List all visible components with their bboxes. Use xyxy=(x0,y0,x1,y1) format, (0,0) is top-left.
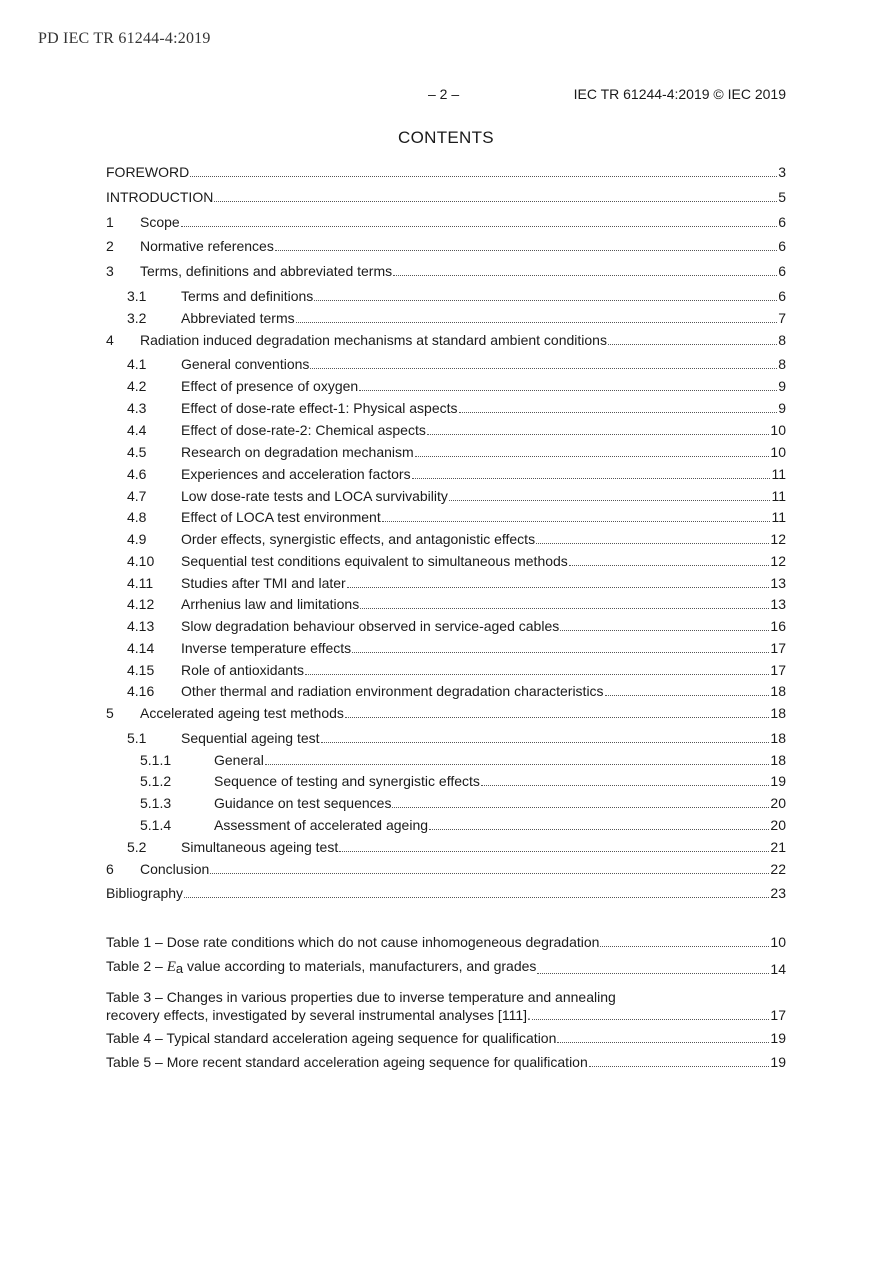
toc-entry[interactable] xyxy=(106,163,786,181)
toc-entry-page: 12 xyxy=(770,553,786,569)
toc-entry-title: Effect of LOCA test environment xyxy=(181,509,381,525)
toc-entry-title: Conclusion xyxy=(140,861,210,877)
toc-entry[interactable] xyxy=(106,399,786,417)
toc-entry-number: 2 xyxy=(106,238,114,254)
toc-entry-number: 4.8 xyxy=(127,509,147,525)
toc-entry-page: 19 xyxy=(770,1054,786,1070)
toc-entry-page: 19 xyxy=(770,773,786,789)
toc-entry-number: 5 xyxy=(106,705,114,721)
toc-entry-title: Terms, definitions and abbreviated terms xyxy=(140,263,393,279)
toc-entry-title: General conventions xyxy=(181,356,310,372)
toc-entry-page: 18 xyxy=(770,752,786,768)
dot-leader xyxy=(265,764,770,765)
toc-entry[interactable] xyxy=(106,213,786,231)
dot-leader xyxy=(532,1019,770,1020)
toc-entry[interactable] xyxy=(106,552,786,570)
toc-entry-title: Effect of dose-rate effect-1: Physical aspects xyxy=(181,400,458,416)
toc-entry-title: Effect of dose-rate-2: Chemical aspects xyxy=(181,422,426,438)
toc-entry-title: Order effects, synergistic effects, and antagonistic effects xyxy=(181,531,536,547)
toc-entry-page: 21 xyxy=(770,839,786,855)
toc-entry-page: 17 xyxy=(770,1007,786,1023)
toc-entry-title: Role of antioxidants xyxy=(181,662,304,678)
toc-entry-page: 7 xyxy=(778,310,786,326)
toc-entry-page: 11 xyxy=(771,488,786,504)
toc-entry-page: 11 xyxy=(771,466,786,482)
dot-leader xyxy=(190,176,777,177)
toc-entry[interactable] xyxy=(106,704,786,722)
dot-leader xyxy=(427,434,770,435)
dot-leader xyxy=(600,946,769,947)
toc-entry-number: 4.10 xyxy=(127,553,155,569)
toc-entry-page: 19 xyxy=(770,1030,786,1046)
toc-entry-page: 13 xyxy=(770,575,786,591)
toc-entry[interactable] xyxy=(106,772,786,790)
toc-entry-title: Studies after TMI and later xyxy=(181,575,346,591)
toc-entry-page: 18 xyxy=(770,683,786,699)
toc-entry[interactable] xyxy=(106,377,786,395)
toc-entry-number: 5.2 xyxy=(127,839,147,855)
dot-leader xyxy=(345,717,770,718)
toc-entry[interactable] xyxy=(106,574,786,592)
toc-entry-table-2[interactable] xyxy=(106,957,786,978)
toc-entry[interactable] xyxy=(106,884,786,902)
dot-leader xyxy=(321,742,770,743)
toc-entry-page: 23 xyxy=(770,885,786,901)
toc-entry-page: 20 xyxy=(770,817,786,833)
toc-entry-title: Simultaneous ageing test xyxy=(181,839,339,855)
toc-entry-title: Scope xyxy=(140,214,180,230)
toc-entry-title: Normative references xyxy=(140,238,274,254)
toc-entry-page: 6 xyxy=(778,263,786,279)
dot-leader xyxy=(314,300,777,301)
dot-leader xyxy=(412,478,771,479)
dot-leader xyxy=(296,322,778,323)
toc-entry-title: Table 4 – Typical standard acceleration ageing sequence for qualification xyxy=(106,1030,557,1046)
toc-entry-number: 5.1.3 xyxy=(140,795,172,811)
toc-entry-number: 3 xyxy=(106,263,114,279)
toc-entry-table-1[interactable] xyxy=(106,933,786,951)
toc-entry[interactable] xyxy=(106,661,786,679)
toc-entry-number: 5.1.1 xyxy=(140,752,172,768)
toc-entry[interactable] xyxy=(106,751,786,769)
toc-entry-number: 3.1 xyxy=(127,288,147,304)
toc-entry-number: 4 xyxy=(106,332,114,348)
toc-entry-number: 4.13 xyxy=(127,618,155,634)
toc-entry-page: 10 xyxy=(770,444,786,460)
toc-entry-title: INTRODUCTION xyxy=(106,189,214,205)
toc-entry-page: 6 xyxy=(778,238,786,254)
toc-entry-page: 20 xyxy=(770,795,786,811)
toc-entry-page: 8 xyxy=(778,356,786,372)
toc-entry[interactable] xyxy=(106,443,786,461)
toc-entry[interactable] xyxy=(106,309,786,327)
toc-entry-title: Table 5 – More recent standard acceleration ageing sequence for qualification xyxy=(106,1054,588,1070)
dot-leader xyxy=(537,973,769,974)
toc-entry-number: 4.2 xyxy=(127,378,147,394)
toc-entry-number: 4.14 xyxy=(127,640,155,656)
toc-entry-page: 18 xyxy=(770,730,786,746)
toc-entry-page: 8 xyxy=(778,332,786,348)
toc-entry[interactable] xyxy=(106,508,786,526)
toc-entry-page: 9 xyxy=(778,400,786,416)
toc-entry[interactable] xyxy=(106,794,786,812)
toc-entry-title-line-1: Table 3 – Changes in various properties due to inverse temperature and annealing xyxy=(106,989,616,1005)
toc-entry[interactable] xyxy=(106,287,786,305)
toc-entry-page: 16 xyxy=(770,618,786,634)
toc-entry[interactable] xyxy=(106,595,786,613)
toc-entry-table-3[interactable] xyxy=(106,988,786,1024)
document-id: PD IEC TR 61244-4:2019 xyxy=(38,30,211,47)
dot-leader xyxy=(181,226,778,227)
toc-entry-number: 3.2 xyxy=(127,310,147,326)
dot-leader xyxy=(589,1066,770,1067)
toc-entry-page: 6 xyxy=(778,288,786,304)
toc-entry-number: 4.4 xyxy=(127,422,147,438)
toc-entry-title-line-2: recovery effects, investigated by several instrumental analyses [111]. xyxy=(106,1007,531,1023)
toc-entry-title: Sequential test conditions equivalent to simultaneous methods xyxy=(181,553,568,569)
toc-entry-title: FOREWORD xyxy=(106,164,190,180)
toc-entry-number: 4.9 xyxy=(127,531,147,547)
toc-entry[interactable] xyxy=(106,682,786,700)
toc-entry-title: Assessment of accelerated ageing xyxy=(214,817,429,833)
toc-entry-page: 5 xyxy=(778,189,786,205)
toc-entry-number: 4.12 xyxy=(127,596,155,612)
toc-entry-title: Bibliography xyxy=(106,885,184,901)
toc-entry-title: Experiences and acceleration factors xyxy=(181,466,411,482)
dot-leader xyxy=(210,873,769,874)
dot-leader xyxy=(339,851,769,852)
toc-entry-title: Slow degradation behaviour observed in service-aged cables xyxy=(181,618,560,634)
dot-leader xyxy=(305,674,769,675)
toc-entry-title: Sequential ageing test xyxy=(181,730,320,746)
toc-entry[interactable] xyxy=(106,188,786,206)
toc-entry-page: 6 xyxy=(778,214,786,230)
toc-entry-title: Research on degradation mechanism xyxy=(181,444,414,460)
ea-symbol: $E_a$ xyxy=(166,959,184,976)
page-number: – 2 – xyxy=(428,86,460,102)
dot-leader xyxy=(310,368,777,369)
toc-entry-number: 1 xyxy=(106,214,114,230)
toc-entry-page: 17 xyxy=(770,640,786,656)
toc-entry-page: 18 xyxy=(770,705,786,721)
dot-leader xyxy=(360,608,769,609)
toc-entry[interactable] xyxy=(106,816,786,834)
toc-entry-title xyxy=(106,957,536,978)
toc-entry-title: Accelerated ageing test methods xyxy=(140,705,344,721)
toc-entry[interactable] xyxy=(106,487,786,505)
toc-entry[interactable] xyxy=(106,617,786,635)
dot-leader xyxy=(184,897,769,898)
dot-leader xyxy=(352,652,769,653)
toc-entry-number: 4.6 xyxy=(127,466,147,482)
toc-entry-title: Inverse temperature effects xyxy=(181,640,352,656)
toc-entry[interactable] xyxy=(106,331,786,349)
toc-entry-title: Terms and definitions xyxy=(181,288,314,304)
dot-leader xyxy=(459,412,778,413)
toc-entry-number: 5.1.4 xyxy=(140,817,172,833)
dot-leader xyxy=(347,587,770,588)
toc-entry-title: Effect of presence of oxygen xyxy=(181,378,359,394)
dot-leader xyxy=(275,250,777,251)
toc-entry-title: Guidance on test sequences xyxy=(214,795,392,811)
dot-leader xyxy=(608,344,777,345)
toc-entry-page: 14 xyxy=(770,961,786,977)
toc-entry-number: 4.3 xyxy=(127,400,147,416)
toc-entry-number: 4.16 xyxy=(127,683,155,699)
toc-entry[interactable] xyxy=(106,729,786,747)
toc-entry-number: 4.7 xyxy=(127,488,147,504)
dot-leader xyxy=(557,1042,769,1043)
dot-leader xyxy=(415,456,770,457)
toc-entry-page: 3 xyxy=(778,164,786,180)
toc-entry-page: 11 xyxy=(771,509,786,525)
dot-leader xyxy=(481,785,770,786)
toc-entry[interactable] xyxy=(106,355,786,373)
toc-entry-title: Other thermal and radiation environment degradation characteristics xyxy=(181,683,604,699)
toc-entry[interactable] xyxy=(106,262,786,280)
toc-entry-number: 6 xyxy=(106,861,114,877)
dot-leader xyxy=(560,630,769,631)
contents-title: CONTENTS xyxy=(398,128,494,147)
dot-leader xyxy=(392,807,769,808)
dot-leader xyxy=(214,201,777,202)
dot-leader xyxy=(569,565,770,566)
toc-entry[interactable] xyxy=(106,860,786,878)
toc-entry-table-5[interactable] xyxy=(106,1053,786,1071)
toc-entry-number: 4.11 xyxy=(127,575,154,591)
dot-leader xyxy=(605,695,770,696)
toc-entry-title: Abbreviated terms xyxy=(181,310,295,326)
dot-leader xyxy=(536,543,769,544)
toc-entry-title: Arrhenius law and limitations xyxy=(181,596,360,612)
toc-entry-number: 5.1.2 xyxy=(140,773,172,789)
toc-entry-title: Radiation induced degradation mechanisms at standard ambient conditions xyxy=(140,332,607,348)
toc-entry-number: 4.1 xyxy=(127,356,147,372)
toc-entry-number: 5.1 xyxy=(127,730,147,746)
toc-entry[interactable] xyxy=(106,465,786,483)
toc-entry-table-4[interactable] xyxy=(106,1029,786,1047)
toc-entry-page: 13 xyxy=(770,596,786,612)
toc-entry-title: Sequence of testing and synergistic effects xyxy=(214,773,480,789)
standard-reference: IEC TR 61244-4:2019 © IEC 2019 xyxy=(573,86,786,102)
toc-entry-page: 12 xyxy=(770,531,786,547)
toc-entry-title: General xyxy=(214,752,264,768)
dot-leader xyxy=(359,390,777,391)
toc-entry-page: 22 xyxy=(770,861,786,877)
dot-leader xyxy=(429,829,769,830)
toc-entry-page: 10 xyxy=(770,422,786,438)
toc-entry-page: 17 xyxy=(770,662,786,678)
dot-leader xyxy=(393,275,777,276)
dot-leader xyxy=(449,500,771,501)
dot-leader xyxy=(382,521,771,522)
toc-entry-title: Table 1 – Dose rate conditions which do not cause inhomogeneous degradation xyxy=(106,934,600,950)
toc-entry[interactable] xyxy=(106,237,786,255)
toc-entry-title: Low dose-rate tests and LOCA survivability xyxy=(181,488,448,504)
table-2-prefix: Table 2 – xyxy=(106,958,167,974)
toc-entry[interactable] xyxy=(106,639,786,657)
table-2-suffix: value according to materials, manufacturers, and grades xyxy=(183,958,537,974)
toc-entry-page: 9 xyxy=(778,378,786,394)
toc-entry-number: 4.5 xyxy=(127,444,147,460)
toc-entry[interactable] xyxy=(106,530,786,548)
toc-entry-page: 10 xyxy=(770,934,786,950)
toc-entry[interactable] xyxy=(106,421,786,439)
toc-entry[interactable] xyxy=(106,838,786,856)
toc-entry-number: 4.15 xyxy=(127,662,155,678)
